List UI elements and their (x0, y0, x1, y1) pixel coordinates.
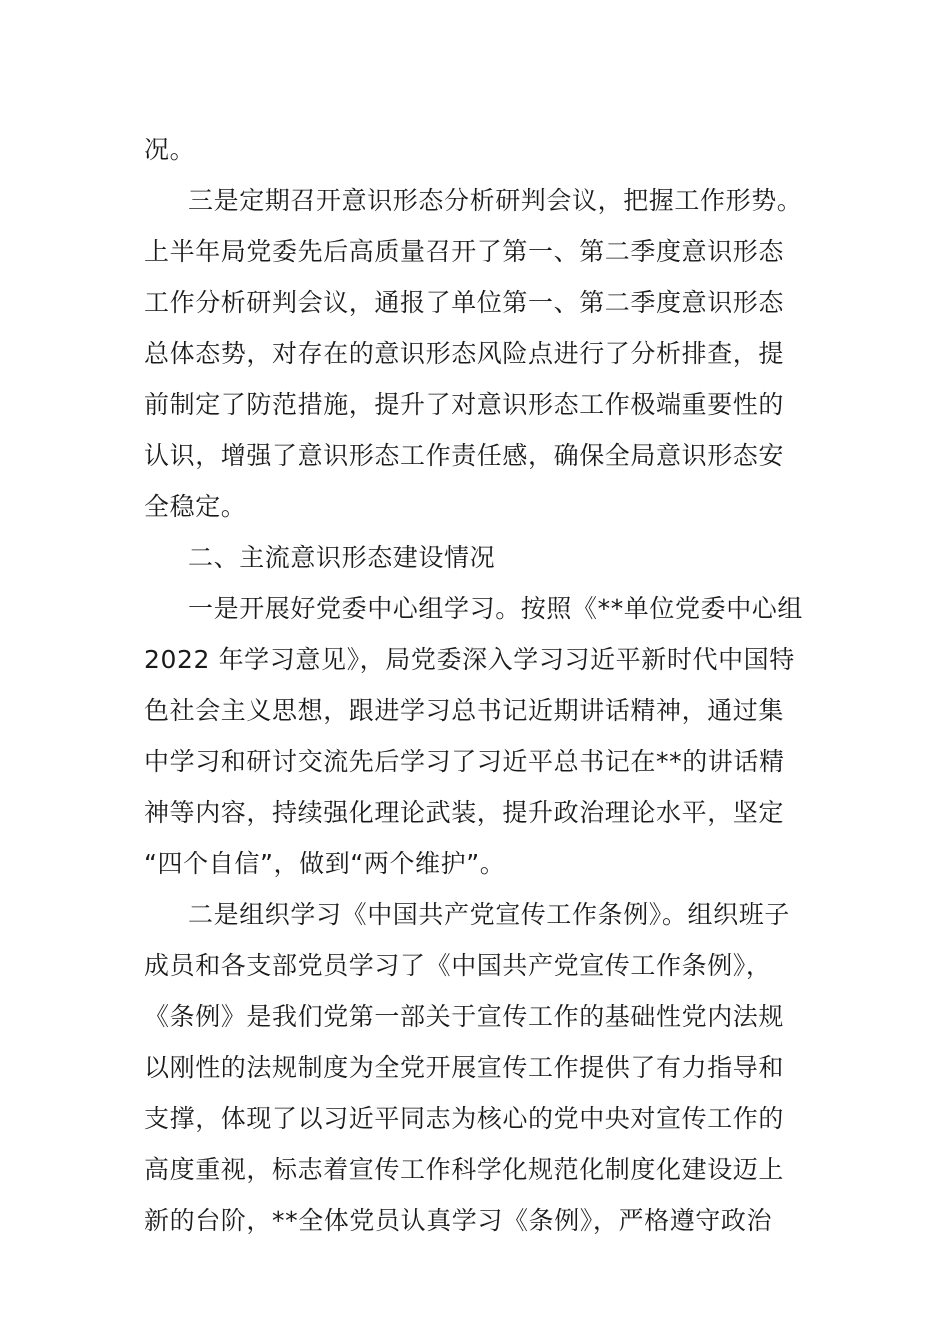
text-line: 《条例》是我们党第一部关于宣传工作的基础性党内法规 (144, 1002, 785, 1031)
text-line: 色社会主义思想，跟进学习总书记近期讲话精神，通过集 (144, 696, 785, 725)
text-line: 成员和各支部党员学习了《中国共产党宣传工作条例》， (144, 951, 772, 980)
text-line: 全稳定。 (144, 492, 247, 521)
text-line: 中学习和研讨交流先后学习了习近平总书记在**的讲话精 (144, 747, 785, 776)
paragraph-start-line: 三是定期召开意识形态分析研判会议，把握工作形势。 (188, 186, 803, 215)
paragraph-start-line: 一是开展好党委中心组学习。按照《**单位党委中心组 (188, 594, 804, 623)
text-line: 支撑，体现了以习近平同志为核心的党中央对宣传工作的 (144, 1104, 785, 1133)
text-line: “四个自信”，做到“两个维护”。 (144, 849, 506, 878)
document-body (144, 124, 808, 1246)
text-line: 况。 (144, 135, 196, 164)
text-line: 神等内容，持续强化理论武装，提升政治理论水平，坚定 (144, 798, 785, 827)
text-line: 上半年局党委先后高质量召开了第一、第二季度意识形态 (144, 237, 785, 266)
text-line: 工作分析研判会议，通报了单位第一、第二季度意识形态 (144, 288, 785, 317)
section-heading: 二、主流意识形态建设情况 (188, 543, 496, 572)
text-line: 前制定了防范措施，提升了对意识形态工作极端重要性的 (144, 390, 785, 419)
text-line: 认识，增强了意识形态工作责任感，确保全局意识形态安 (144, 441, 785, 470)
text-line: 高度重视，标志着宣传工作科学化规范化制度化建设迈上 (144, 1155, 785, 1184)
text-line: 新的台阶，**全体党员认真学习《条例》，严格遵守政治 (144, 1206, 773, 1235)
paragraph-start-line: 二是组织学习《中国共产党宣传工作条例》。组织班子 (188, 900, 790, 929)
text-line: 2022 年学习意见》，局党委深入学习习近平新时代中国特 (144, 645, 795, 674)
text-line: 以刚性的法规制度为全党开展宣传工作提供了有力指导和 (144, 1053, 785, 1082)
text-line: 总体态势，对存在的意识形态风险点进行了分析排查，提 (144, 339, 785, 368)
